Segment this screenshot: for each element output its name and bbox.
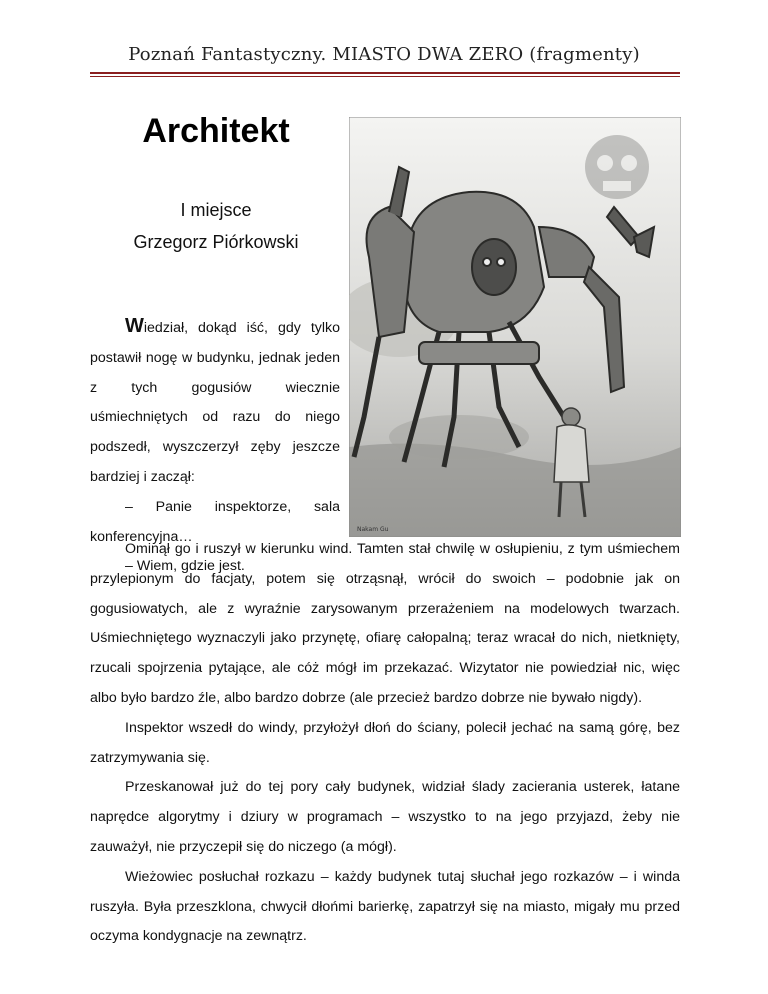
robot-illustration (349, 117, 681, 537)
paragraph-2: – Panie inspektorze, sala konferencyjna… (90, 498, 340, 545)
header-rule-thin (90, 76, 680, 77)
header-rule-thick (90, 72, 680, 74)
story-title: Architekt (142, 112, 290, 150)
author-name: Grzegorz Piórkowski (133, 232, 299, 252)
award-place: I miejsce (180, 200, 252, 220)
illustration-signature: Nakam Gu (357, 526, 389, 533)
paragraph-3: – Wiem, gdzie jest. (125, 558, 245, 575)
paragraph-1 (90, 312, 340, 493)
paragraph-6: Przeskanował już do tej pory cały budynek, widział ślady zacierania usterek, łatane naprędce algorytmy i dziury w programach – wszystko to na jego przyjazd, żeby nie zauważył, nie przyczepił się do niczego (a mógł). (90, 779, 680, 855)
paragraph-1-text: iedział, dokąd iść, gdy tylko postawił nogę w budynku, jednak jeden z tych gogusiów wiecznie uśmiechniętych od razu do niego podszedł, wyszczerzył zęby jeszcze bardziej i zaczął: (90, 320, 340, 485)
running-header: Poznań Fantastyczny. MIASTO DWA ZERO (fragmenty) (128, 44, 640, 65)
drop-cap: W (125, 315, 144, 337)
paragraph-4: Ominął go i ruszył w kierunku wind. Tamten stał chwilę w osłupieniu, z tym uśmiechem przylepionym do facjaty, potem się otrząsnął, wrócił do swoich – podobnie jak on gogusiowatych, ale z wyraźnie zarysowanym przerażeniem na modelowych twarzach. Uśmiechniętego wyznaczyli jako przynętę, ofiarę całopalną; teraz wracał do nich, nietknięty, rzucali spojrzenia pytające, ale cóż mógł im przekazać. Wizytator nie powiedział nic, więc albo było bardzo źle, albo bardzo dobrze (ale przecież bardzo dobrze nie bywało nigdy). (90, 541, 680, 706)
paragraph-5: Inspektor wszedł do windy, przyłożył dłoń do ściany, polecił jechać na samą górę, bez zatrzymywania się. (90, 719, 680, 766)
paragraph-7: Wieżowiec posłuchał rozkazu – każdy budynek tutaj słuchał jego rozkazów – i winda ruszyła. Była przeszklona, chwycił dłońmi barierkę, zapatrzył się na miasto, migały mu przed oczyma kondygnacje na zewnątrz. (90, 868, 680, 945)
body-text (90, 535, 680, 952)
skull-emblem (585, 135, 649, 199)
